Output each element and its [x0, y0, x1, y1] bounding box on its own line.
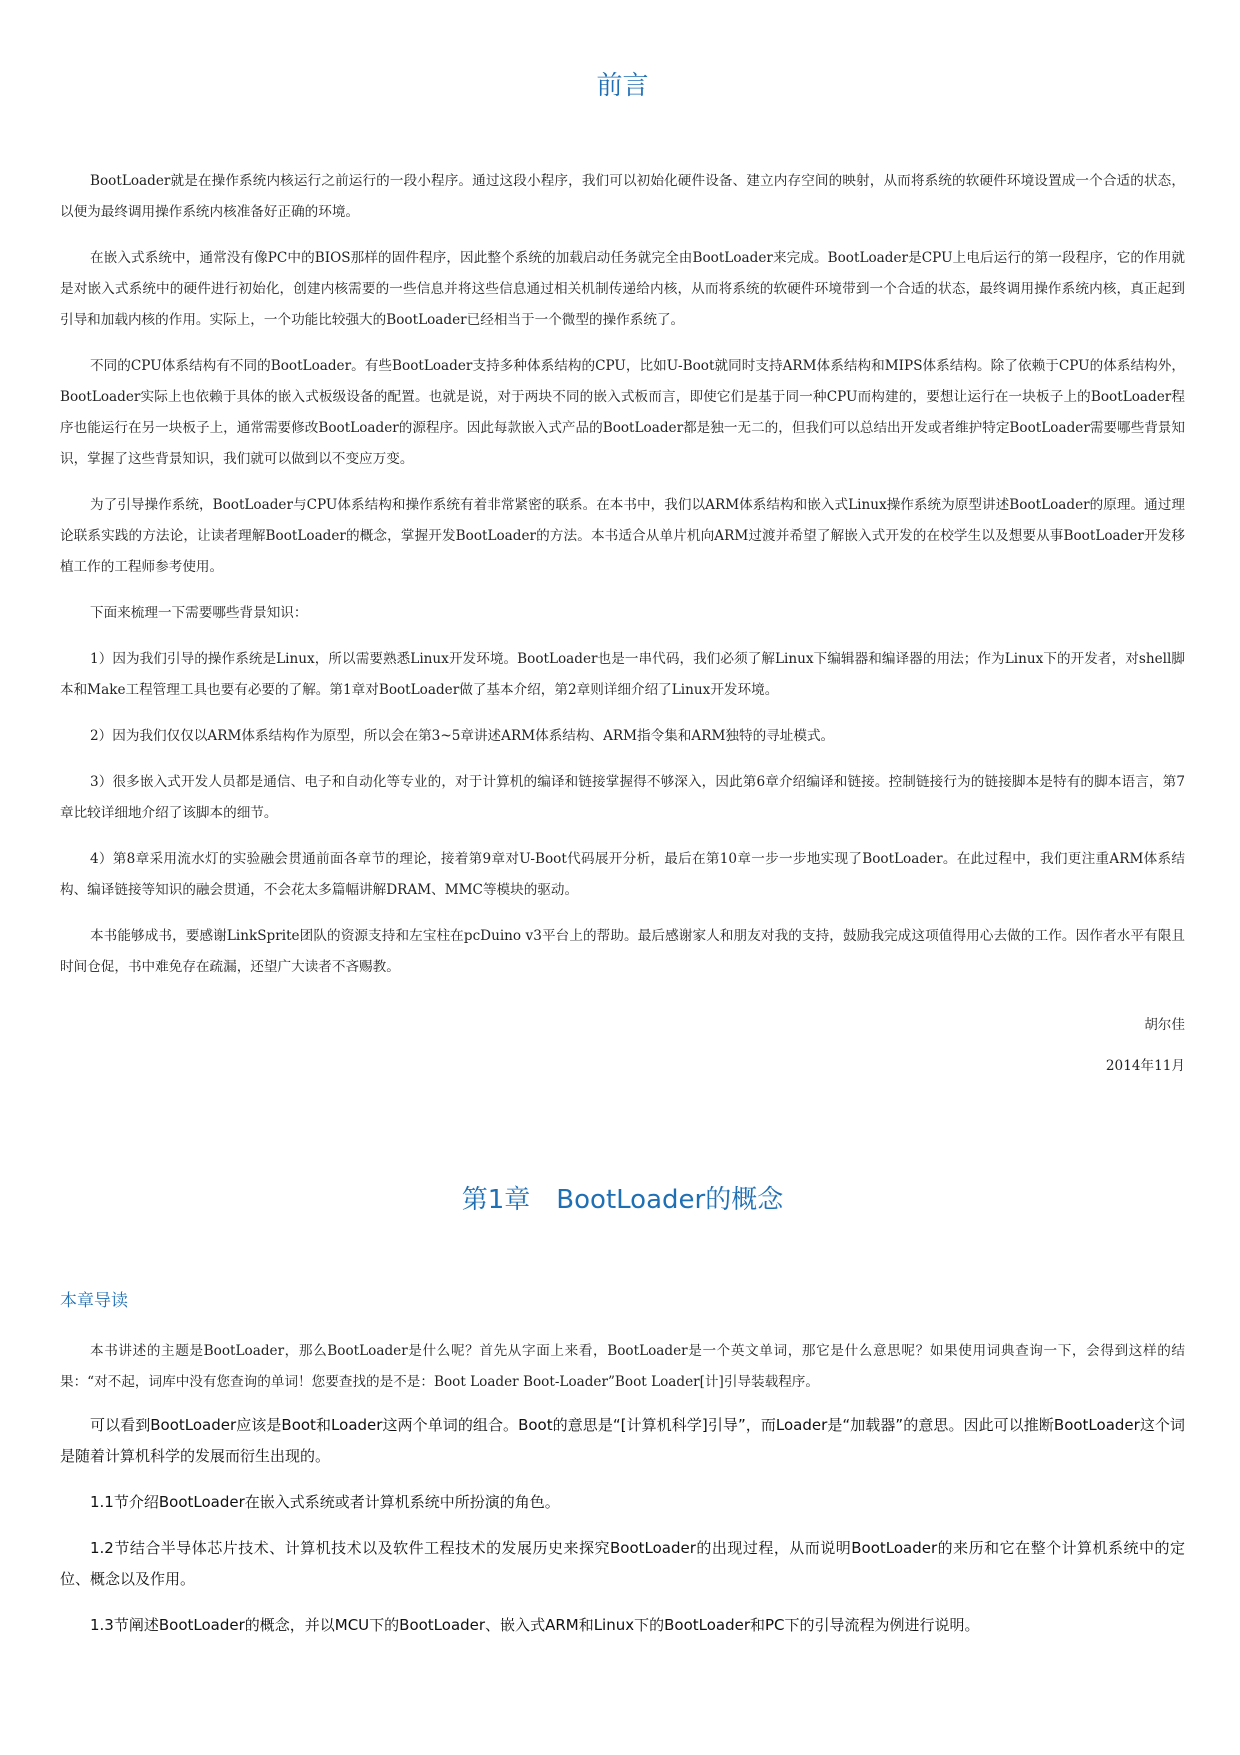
- preface-paragraph: 本书能够成书，要感谢LinkSprite团队的资源支持和左宝柱在pcDuino v3平台上的帮助。最后感谢家人和朋友对我的支持，鼓励我完成这项值得用心去做的工作。因作者水平有限且时间仓促，书中难免存在疏漏，还望广大读者不吝赐教。: [60, 928, 1185, 975]
- chapter-paragraph: 1.1节介绍BootLoader在嵌入式系统或者计算机系统中所扮演的角色。: [90, 1493, 560, 1511]
- preface-date: 2014年11月: [1105, 1058, 1185, 1074]
- preface-paragraph: 2）因为我们仅仅以ARM体系结构作为原型，所以会在第3~5章讲述ARM体系结构、ARM指令集和ARM独特的寻址模式。: [90, 728, 835, 744]
- preface-paragraph: 4）第8章采用流水灯的实验融会贯通前面各章节的理论，接着第9章对U-Boot代码展开分析，最后在第10章一步一步地实现了BootLoader。在此过程中，我们更注重ARM体系结构、编译链接等知识的融会贯通，不会花太多篇幅讲解DRAM、MMC等模块的驱动。: [60, 851, 1185, 898]
- section-heading: 本章导读: [60, 1291, 128, 1311]
- chapter-title: 第1章 BootLoader的概念: [461, 1185, 784, 1215]
- preface-paragraph: BootLoader就是在操作系统内核运行之前运行的一段小程序。通过这段小程序，我们可以初始化硬件设备、建立内存空间的映射，从而将系统的软硬件环境设置成一个合适的状态，以便为最终调用操作系统内核准备好正确的环境。: [60, 173, 1185, 220]
- preface-paragraph: 下面来梳理一下需要哪些背景知识：: [90, 605, 308, 621]
- chapter-paragraph: 1.2节结合半导体芯片技术、计算机技术以及软件工程技术的发展历史来探究BootLoader的出现过程，从而说明BootLoader的来历和它在整个计算机系统中的定位、概念以及作用。: [60, 1539, 1185, 1588]
- preface-paragraph: 为了引导操作系统，BootLoader与CPU体系结构和操作系统有着非常紧密的联系。在本书中，我们以ARM体系结构和嵌入式Linux操作系统为原型讲述BootLoader的原理。通过理论联系实践的方法论，让读者理解BootLoader的概念，掌握开发BootLoader的方法。本书适合从单片机向ARM过渡并希望了解嵌入式开发的在校学生以及想要从事BootLoader开发移植工作的工程师参考使用。: [60, 497, 1185, 575]
- chapter-paragraph: 1.3节阐述BootLoader的概念，并以MCU下的BootLoader、嵌入式ARM和Linux下的BootLoader和PC下的引导流程为例进行说明。: [90, 1616, 980, 1634]
- chapter-intro: [60, 1336, 1185, 1413]
- preface-paragraph: 3）很多嵌入式开发人员都是通信、电子和自动化等专业的，对于计算机的编译和链接掌握得不够深入，因此第6章介绍编译和链接。控制链接行为的链接脚本是特有的脚本语言，第7章比较详细地介绍了该脚本的细节。: [60, 774, 1185, 821]
- preface-author: 胡尔佳: [1144, 1017, 1185, 1033]
- chapter-intro-paragraph: 本书讲述的主题是BootLoader，那么BootLoader是什么呢？首先从字面上来看，BootLoader是一个英文单词，那它是什么意思呢？如果使用词典查询一下，会得到这样的结果：“对不起，词库中没有您查询的单词！您要查找的是不是：Boot Loader Boot-Loader”Boot Loader[计]引导装载程序。: [60, 1343, 1185, 1390]
- preface-paragraph: 不同的CPU体系结构有不同的BootLoader。有些BootLoader支持多种体系结构的CPU，比如U-Boot就同时支持ARM体系结构和MIPS体系结构。除了依赖于CPU的体系结构外，BootLoader实际上也依赖于具体的嵌入式板级设备的配置。也就是说，对于两块不同的嵌入式板而言，即使它们是基于同一种CPU而构建的，要想让运行在一块板子上的BootLoader程序也能运行在另一块板子上，通常需要修改BootLoader的源程序。因此每款嵌入式产品的BootLoader都是独一无二的，但我们可以总结出开发或者维护特定BootLoader需要哪些背景知识，掌握了这些背景知识，我们就可以做到以不变应万变。: [60, 358, 1185, 467]
- chapter-body: [60, 1410, 1185, 1656]
- preface-paragraph: 1）因为我们引导的操作系统是Linux，所以需要熟悉Linux开发环境。BootLoader也是一串代码，我们必须了解Linux下编辑器和编译器的用法；作为Linux下的开发者，对shell脚本和Make工程管理工具也要有必要的了解。第1章对BootLoader做了基本介绍，第2章则详细介绍了Linux开发环境。: [60, 651, 1185, 698]
- preface-body: [60, 166, 1185, 998]
- preface-title: 前言: [596, 71, 649, 101]
- chapter-paragraph: 可以看到BootLoader应该是Boot和Loader这两个单词的组合。Boot的意思是“[计算机科学]引导”，而Loader是“加载器”的意思。因此可以推断BootLoader这个词是随着计算机科学的发展而衍生出现的。: [60, 1416, 1185, 1465]
- preface-paragraph: 在嵌入式系统中，通常没有像PC中的BIOS那样的固件程序，因此整个系统的加载启动任务就完全由BootLoader来完成。BootLoader是CPU上电后运行的第一段程序，它的作用就是对嵌入式系统中的硬件进行初始化，创建内核需要的一些信息并将这些信息通过相关机制传递给内核，从而将系统的软硬件环境带到一个合适的状态，最终调用操作系统内核，真正起到引导和加载内核的作用。实际上，一个功能比较强大的BootLoader已经相当于一个微型的操作系统了。: [60, 250, 1185, 328]
